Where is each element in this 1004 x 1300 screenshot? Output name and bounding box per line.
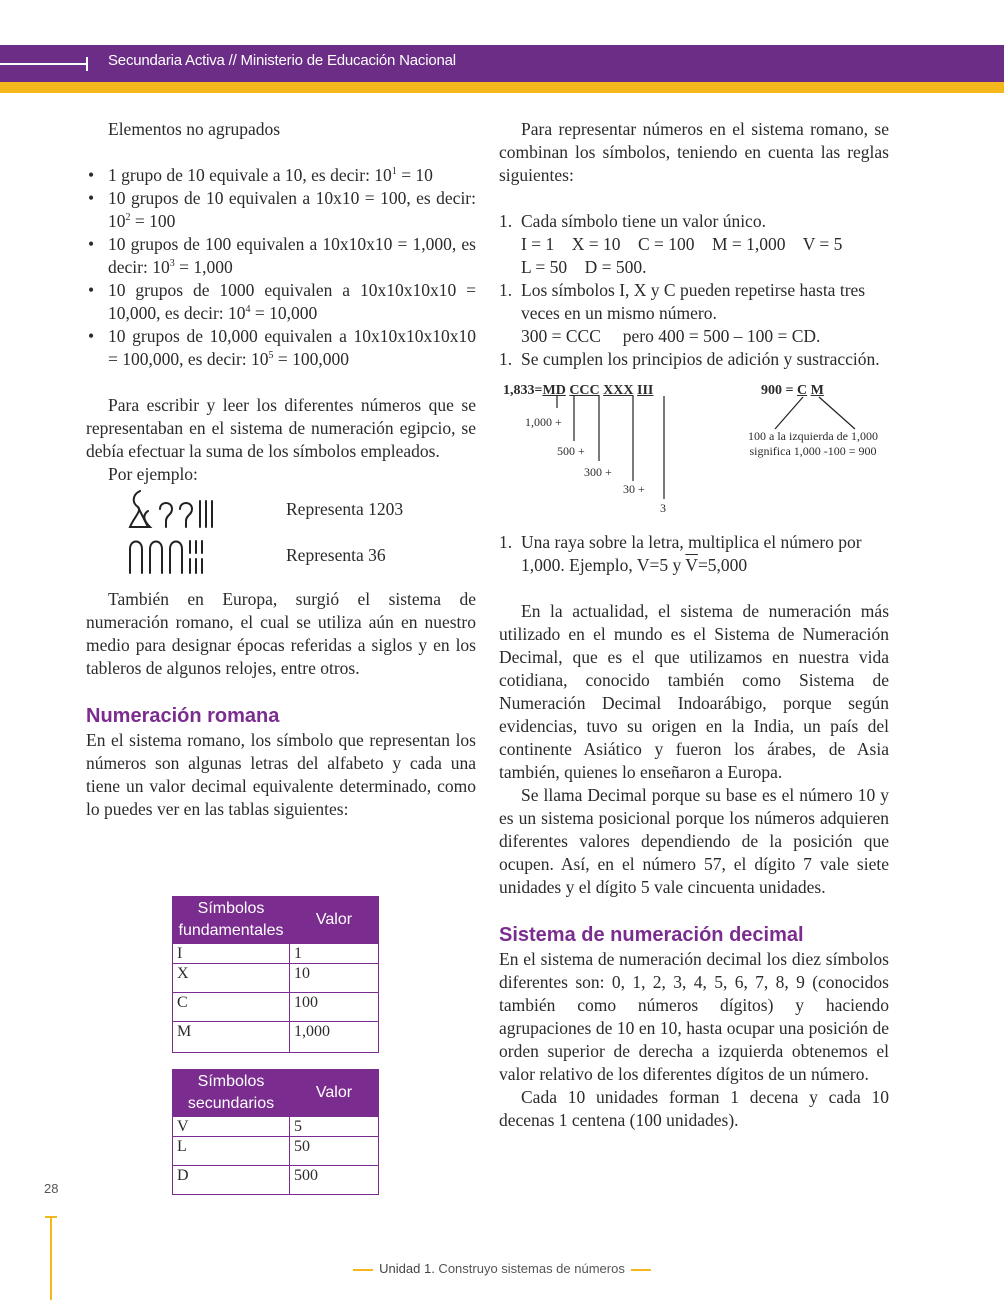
- europe-paragraph: También en Europa, surgió el sistema de numeración romano, el cual se utiliza aún en nuestro medio para designar épocas referidas a siglos y en los tableros de algunos relojes, entre otros.: [86, 589, 476, 678]
- table-cell: 1,000: [290, 1022, 379, 1053]
- list-item: • 10 grupos de 10,000 equivalen a 10x10x10x10x10 = 100,000, es decir: $10^5 = 100,000$: [88, 326, 476, 369]
- list-item: • 10 grupos de 10 equivalen a 10x10 = 100, es decir: $10^2 = 100$: [88, 188, 476, 231]
- left-column: [86, 118, 476, 821]
- table-row: [173, 993, 379, 1022]
- example-36-caption: Representa 36: [286, 544, 386, 565]
- section-heading-decimal: Sistema de numeración decimal: [499, 924, 804, 946]
- header-rule-tick: [86, 57, 88, 71]
- footer-unit: Unidad 1.: [379, 1261, 435, 1276]
- diagram-note: 100 a la izquierda de 1,000 significa 1,000 -100 = 900: [748, 429, 878, 458]
- rules-list-continued: [499, 531, 889, 577]
- table-cell: I: [173, 944, 290, 964]
- rule-item: 1. Se cumplen los principios de adición y sustracción.: [499, 349, 880, 369]
- header-accent-strip: [0, 82, 1004, 93]
- footer-rule-right: [631, 1269, 651, 1271]
- footer-rule-left: [353, 1269, 373, 1271]
- diagram-label: 3: [660, 501, 666, 515]
- egyptian-numeral-1203-icon: [86, 487, 286, 531]
- side-rule: [50, 1216, 52, 1300]
- table-cell: D: [173, 1166, 290, 1195]
- intro-text: Elementos no agrupados: [108, 119, 281, 139]
- table-row: [173, 1022, 379, 1053]
- table-cell: V: [173, 1117, 290, 1137]
- table-cell: 5: [290, 1117, 379, 1137]
- table-cell: 10: [290, 964, 379, 993]
- table-header: Símbolos fundamentales: [173, 897, 290, 944]
- table-header: Valor: [290, 1070, 379, 1117]
- example-1203-caption: Representa 1203: [286, 498, 404, 519]
- list-item: • 1 grupo de 10 equivale a 10, es decir: $10^1 = 10$: [88, 165, 433, 185]
- table-cell: L: [173, 1137, 290, 1166]
- egyptian-numeral-36-icon: [86, 533, 286, 577]
- roman-intro-paragraph: En el sistema romano, los símbolo que representan los números son algunas letras del alfabeto y cada una tiene un valor decimal equivalente determinado, como lo puedes ver en las tablas siguientes:: [86, 730, 476, 819]
- example-row: [86, 486, 476, 532]
- power-list: [86, 164, 476, 371]
- decimal-base-paragraph: Se llama Decimal porque su base es el número 10 y es un sistema posicional porque los números adquieren diferentes valores dependiendo de la posición que ocupen. Así, en el número 57, el dígito 7 vale siete unidades y el dígito 5 vale cincuenta unidades.: [499, 785, 889, 897]
- rule-item: 1. Los símbolos I, X y C pueden repetirse hasta tres veces en un mismo número. 300 = CCC pero 400 = 500 – 100 = CD.: [499, 280, 866, 346]
- rules-list: [499, 210, 889, 371]
- table-row: [173, 1117, 379, 1137]
- table-row: [173, 1166, 379, 1195]
- decimal-units-paragraph: Cada 10 unidades forman 1 decena y cada 10 decenas 1 centena (100 unidades).: [499, 1087, 889, 1130]
- table-cell: M: [173, 1022, 290, 1053]
- right-column: [499, 118, 889, 1132]
- decimal-history-paragraph: En la actualidad, el sistema de numeración más utilizado en el mundo es el Sistema de Numeración Decimal, que es el que utilizamos en nuestra vida cotidiana, conocido también como Sistema de Numeración Decimal Indoarábigo, porque según evidencias, tuvo su origen en la India, un país del continente Asiático y fueron los árabes, de Asia también, quienes lo enseñaron a Europa.: [499, 601, 889, 782]
- example-label: Por ejemplo:: [108, 464, 198, 484]
- rule-item: 1. Una raya sobre la letra, multiplica el número por 1,000. Ejemplo, V=5 y $\overline{V}=5,000$: [499, 532, 862, 575]
- table-row: [173, 944, 379, 964]
- table-cell: 100: [290, 993, 379, 1022]
- header-rule: [0, 63, 88, 65]
- secondary-symbols-table: [172, 1069, 379, 1195]
- table-cell: X: [173, 964, 290, 993]
- table-row: [173, 1137, 379, 1166]
- example-row: [86, 532, 476, 578]
- table-cell: 1: [290, 944, 379, 964]
- fundamental-symbols-table: [172, 896, 379, 1053]
- decimal-symbols-paragraph: En el sistema de numeración decimal los diez símbolos diferentes son: 0, 1, 2, 3, 4, 5, 6, 7, 8, 9 (conocidos también como números dígitos) y haciendo agrupaciones de 10 en 10, hasta ocupar una posición de orden superior de derecha a izquierda obtenemos el valor relativo de los diferentes dígitos de un número.: [499, 949, 889, 1084]
- diagram-label: 30 +: [623, 482, 645, 496]
- rules-intro: Para representar números en el sistema romano, se combinan los símbolos, teniendo en cuenta las reglas siguientes:: [499, 119, 889, 185]
- footer: [0, 1261, 1004, 1276]
- rule-item: 1. Cada símbolo tiene un valor único. I = 1 X = 10 C = 100 M = 1,000 V = 5 L = 50 D = 500.: [499, 211, 843, 277]
- egyptian-paragraph: Para escribir y leer los diferentes números que se representaban en el sistema de numeración egipcio, se debía efectuar la suma de los símbolos empleados.: [86, 395, 476, 461]
- diagram-1833-expression: 1,833=MD CCC XXX III: [503, 383, 654, 398]
- table-cell: 500: [290, 1166, 379, 1195]
- diagram-label: 1,000 +: [525, 415, 562, 429]
- table-header: Símbolos secundarios: [173, 1070, 290, 1117]
- table-row: [173, 964, 379, 993]
- page-number: 28: [44, 1181, 59, 1196]
- table-cell: 50: [290, 1137, 379, 1166]
- section-heading-roman: Numeración romana: [86, 705, 280, 727]
- diagram-label: 500 +: [557, 444, 585, 458]
- table-header: Valor: [290, 897, 379, 944]
- list-item: • 10 grupos de 1000 equivalen a 10x10x10x10 = 10,000, es decir: $10^4 = 10,000$: [88, 280, 476, 323]
- diagram-label: 300 +: [584, 465, 612, 479]
- header-title: Secundaria Activa // Ministerio de Educación Nacional: [108, 52, 456, 69]
- table-cell: C: [173, 993, 290, 1022]
- footer-title: Construyo sistemas de números: [434, 1261, 625, 1276]
- roman-decomposition-diagram: [499, 381, 889, 531]
- list-item: • 10 grupos de 100 equivalen a 10x10x10 = 1,000, es decir: $10^3 = 1,000$: [88, 234, 476, 277]
- diagram-900-expression: 900 = C M: [761, 383, 824, 398]
